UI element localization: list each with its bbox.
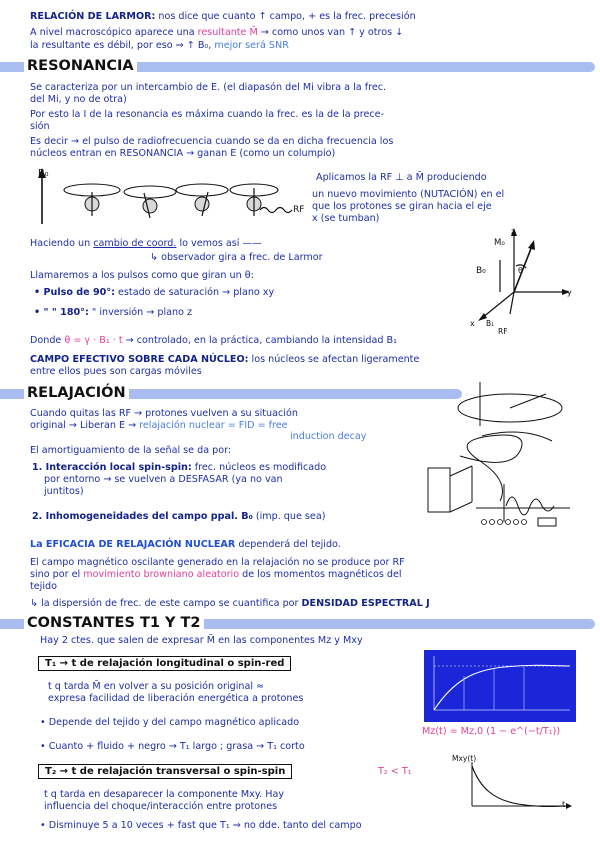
axis-m0: M₀ [494, 238, 505, 248]
fid-note-2: induction decay [290, 431, 367, 442]
res-p3: Es decir → el pulso de radiofrecuencia cuando se da en dicha frecuencia los [30, 136, 394, 147]
pulse-90 [34, 287, 274, 299]
resultante-highlight: resultante M̄ [197, 27, 258, 38]
t2-line-b: influencia del choque/interacción entre protones [44, 801, 278, 812]
axis-figure [460, 226, 578, 334]
resonancia-title: RESONANCIA [24, 58, 137, 74]
ef-line-5 [30, 598, 430, 610]
constantes-title: CONSTANTES T1 Y T2 [24, 615, 204, 631]
t2-t1-relation: T₂ < T₁ [378, 766, 412, 777]
pulse-90-desc: estado de saturación → plano xy [118, 287, 275, 298]
donde-line [30, 335, 397, 347]
macro-text-b: → como unos van ↑ y otros ↓ [260, 27, 404, 38]
axis-theta: θ [518, 266, 523, 275]
t1-line-b: expresa facilidad de liberación energética a protones [48, 693, 304, 704]
const-intro: Hay 2 ctes. que salen de expresar M̄ en las componentes Mz y Mxy [40, 635, 363, 646]
axis-b0: B₀ [476, 266, 486, 276]
fid-note: relajación nuclear = FID = free [139, 420, 288, 431]
t1-definition-box: T₁ → t de relajación longitudinal o spin-red [38, 656, 291, 671]
coord-line [30, 238, 262, 250]
pulse-180-desc: " inversión → plano z [91, 307, 193, 318]
axis-b1: B₁ [486, 319, 495, 328]
ef-line-4: tejido [30, 581, 57, 592]
relajacion-header [0, 386, 470, 402]
spin-spin-title: 1. Interacción local spin-spin: [32, 462, 192, 473]
mxy-label: Mxy(t) [452, 754, 477, 763]
res-p1b: del Mi, y no de otra) [30, 94, 127, 105]
donde-desc: → controlado, en la práctica, cambiando la intensidad B₁ [125, 335, 397, 346]
campo-efectivo-title: CAMPO EFECTIVO SOBRE CADA NÚCLEO: [30, 354, 249, 365]
larmor-text: nos dice que cuanto ↑ campo, + es la frec. precesión [158, 11, 416, 22]
t-axis-label: t [562, 800, 566, 809]
res-p1: Se caracteriza por un intercambio de E. (el diapasón del Mi vibra a la frec. [30, 82, 387, 93]
inhomog-desc: (imp. que sea) [255, 511, 326, 522]
larmor-title: RELACIÓN DE LARMOR: [30, 11, 156, 22]
coord-underline: cambio de coord. [93, 238, 177, 249]
ef5-text: ↳ la dispersión de frec. de este campo se cuantifica por [30, 598, 299, 609]
ef3-text-b: de los momentos magnéticos del [242, 569, 402, 580]
macro-line-2 [30, 40, 289, 52]
aplicamos-1: Aplicamos la RF ⊥ a M̄ produciendo [316, 172, 487, 183]
t1-recovery-plot [424, 650, 576, 722]
fig-rf-label: RF [293, 205, 305, 215]
larmor-line [30, 11, 416, 23]
relajacion-title: RELAJACIÓN [24, 385, 129, 401]
spin-spin-desc: frec. núcleos es modificado [194, 462, 327, 473]
pulse-180 [34, 307, 192, 319]
donde-text: Donde [30, 335, 62, 346]
coord-text-b: lo vemos así —— [179, 238, 262, 249]
theta-formula: θ = γ · B₁ · t [64, 335, 123, 346]
ef-line-2: El campo magnético oscilante generado en la relajación no se produce por RF [30, 557, 405, 568]
t1-line-d: • Cuanto + fluido + negro → T₁ largo ; grasa → T₁ corto [40, 741, 305, 752]
aplicamos-3: que los protones se giran hacia el eje [312, 201, 492, 212]
ef-line-3 [30, 569, 402, 581]
inhomog-title: 2. Inhomogeneidades del campo ppal. B₀ [32, 511, 253, 522]
res-p3b: núcleos entran en RESONANCIA → ganan E (como un columpio) [30, 148, 336, 159]
macro-text-c: la resultante es débil, por eso ⇒ ↑ B₀, [30, 40, 212, 51]
ef3-text-a: sino por el [30, 569, 81, 580]
rel-r1: Cuando quitas las RF → protones vuelven a su situación [30, 408, 298, 419]
eficacia-rest: dependerá del tejido. [238, 539, 341, 550]
campo-efectivo-text-2: entre ellos pues son cargas móviles [30, 366, 202, 377]
axis-rf: RF [498, 327, 508, 336]
macro-text-a: A nivel macroscópico aparece una [30, 27, 195, 38]
rel-r8 [32, 511, 325, 523]
rel-r7: juntitos) [44, 486, 84, 497]
observador-note: ↳ observador gira a frec. de Larmor [150, 252, 323, 263]
axis-z: z [511, 227, 516, 236]
densidad-espectral: DENSIDAD ESPECTRAL J [301, 598, 430, 609]
constantes-header [0, 616, 600, 632]
resonancia-header [0, 59, 600, 75]
relaxation-figure [420, 376, 580, 536]
t1-line-c: • Depende del tejido y del campo magnético aplicado [40, 717, 300, 728]
browniano-highlight: movimiento browniano aleatorio [83, 569, 240, 580]
t2-line-c: • Disminuye 5 a 10 veces + fast que T₁ ⇒ no dde. tanto del campo [40, 820, 362, 831]
aplicamos-4: x (se tumban) [312, 213, 380, 224]
axis-x: x [470, 319, 475, 328]
rel-r4: El amortiguamiento de la señal se da por: [30, 445, 232, 456]
res-p2: Por esto la I de la resonancia es máxima cuando la frec. es la de la prece- [30, 109, 385, 120]
precession-figure [32, 162, 310, 232]
pulse-180-label: • " " 180°: [34, 307, 89, 318]
rel-r6: por entorno → se vuelven a DESFASAR (ya no van [44, 474, 283, 485]
rel-r5 [32, 462, 326, 474]
fig-b0-label: B₀ [38, 168, 49, 179]
rel-r2-text: original → Liberan E → [30, 420, 137, 431]
llamaremos-text: Llamaremos a los pulsos como que giran un θ: [30, 270, 254, 281]
eficacia-line [30, 539, 341, 551]
rel-r2 [30, 420, 288, 432]
t1-line-a: t q tarda M̄ en volver a su posición original ≈ [48, 681, 265, 692]
aplicamos-2: un nuevo movimiento (NUTACIÓN) en el [312, 189, 505, 200]
axis-y: y [567, 288, 572, 297]
coord-text-a: Haciendo un [30, 238, 91, 249]
pulse-90-label: • Pulso de 90°: [34, 287, 115, 298]
campo-efectivo-line [30, 354, 419, 366]
eficacia-title: La EFICACIA DE RELAJACIÓN NUCLEAR [30, 539, 236, 550]
res-p2b: sión [30, 121, 50, 132]
macro-line [30, 27, 403, 39]
campo-efectivo-text: los núcleos se afectan ligeramente [251, 354, 420, 365]
t2-definition-box: T₂ → t de relajación transversal o spin-spin [38, 764, 292, 779]
mz-formula: Mz(t) = Mz,0 (1 − e^(−t/T₁)) [422, 726, 561, 737]
snr-note: mejor será SNR [214, 40, 289, 51]
t2-line-a: t q tarda en desaparecer la componente Mxy. Hay [44, 789, 285, 800]
